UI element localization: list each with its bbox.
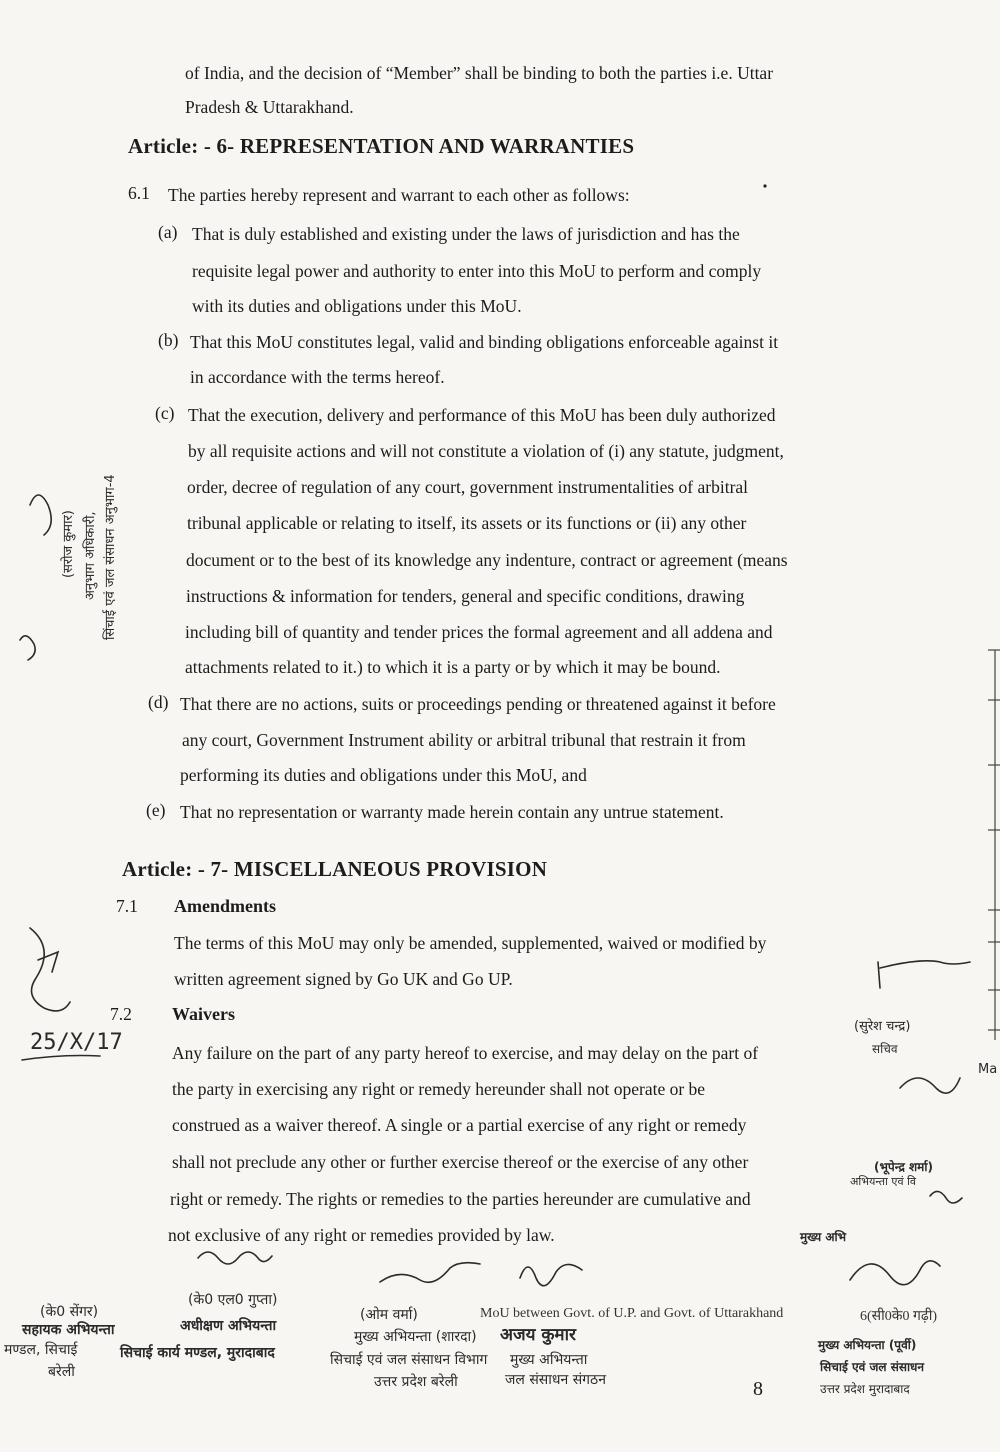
intro-line-2: Pradesh & Uttarakhand. — [185, 97, 354, 117]
left-stamp-line-3: सिंचाई एवं जल संसाधन अनुभाग-4 — [103, 474, 118, 640]
section-7-2-line: right or remedy. The rights or remedies to the parties hereunder are cumulative and — [170, 1189, 751, 1209]
stamp-3-name: (ओम वर्मा) — [360, 1307, 418, 1323]
clause-6-1-number: 6.1 — [128, 183, 150, 203]
stamp-7-title: अभियन्ता एवं वि — [850, 1175, 917, 1188]
item-e-text: That no representation or warranty made herein contain any untrue statement. — [180, 802, 724, 822]
stamp-5-place: उत्तर प्रदेश मुरादाबाद — [820, 1382, 910, 1396]
article-7-heading: Article: - 7- MISCELLANEOUS PROVISION — [122, 857, 548, 881]
item-c-line: tribunal applicable or relating to itself, its assets or its functions or (ii) any other — [187, 513, 747, 533]
section-7-1-line: The terms of this MoU may only be amended, supplemented, waived or modified by — [174, 933, 767, 953]
stamp-5-dept: सिचाई एवं जल संसाधन — [820, 1360, 925, 1374]
stamp-2-name: (के0 एल0 गुप्ता) — [188, 1292, 278, 1308]
item-a-line: with its duties and obligations under this MoU. — [192, 296, 522, 316]
stamp-1-name: (के0 सेंगर) — [40, 1304, 99, 1320]
stamp-1-place: बरेली — [48, 1364, 75, 1380]
item-a-line: That is duly established and existing under the laws of jurisdiction and has the — [192, 224, 740, 244]
item-b-line: in accordance with the terms hereof. — [190, 367, 445, 387]
stamp-3-place: उत्तर प्रदेश बरेली — [374, 1374, 458, 1390]
margin-text: Ma — [978, 1062, 998, 1077]
section-7-1-title: Amendments — [174, 896, 276, 916]
item-d-label: (d) — [148, 692, 169, 712]
section-7-2-line: the party in exercising any right or remedy hereunder shall not operate or be — [172, 1079, 706, 1099]
stamp-4-dept: जल संसाधन संगठन — [505, 1372, 606, 1388]
clause-6-1-text: The parties hereby represent and warrant to each other as follows: — [168, 185, 630, 205]
item-d-line: performing its duties and obligations under this MoU, and — [180, 765, 587, 785]
stamp-7-name: (भूपेन्द्र शर्मा) — [874, 1160, 933, 1174]
handwritten-date: 25/X/17 — [30, 1030, 123, 1055]
section-7-2-line: not exclusive of any right or remedies provided by law. — [168, 1225, 555, 1245]
section-7-2-line: Any failure on the part of any party hereof to exercise, and may delay on the part of — [172, 1043, 759, 1063]
footer-mou-suffix: 6(सी0के0 गढ़ी) — [860, 1309, 938, 1324]
section-7-2-title: Waivers — [172, 1004, 235, 1024]
stamp-2-dept: सिचाई कार्य मण्डल, मुरादाबाद — [120, 1345, 275, 1361]
section-7-2-number: 7.2 — [110, 1004, 132, 1024]
stamp-3-title: मुख्य अभियन्ता (शारदा) — [354, 1329, 477, 1345]
footer-mou-text: MoU between Govt. of U.P. and Govt. of Uttarakhand — [480, 1306, 784, 1321]
section-7-2-line: construed as a waiver thereof. A single or a partial exercise of any right or remedy — [172, 1115, 747, 1135]
stamp-8-title: मुख्य अभि — [800, 1230, 847, 1244]
stamp-4-title: मुख्य अभियन्ता — [510, 1352, 588, 1368]
item-e-label: (e) — [146, 800, 166, 820]
item-c-line: order, decree of regulation of any court, government instrumentalities of arbitral — [187, 477, 749, 497]
stamp-2-title: अधीक्षण अभियन्ता — [180, 1318, 277, 1334]
stamp-3-dept: सिचाई एवं जल संसाधन विभाग — [330, 1352, 488, 1368]
stamp-1-dept: मण्डल, सिचाई — [4, 1342, 78, 1358]
item-c-label: (c) — [155, 403, 175, 423]
item-d-line: That there are no actions, suits or proceedings pending or threatened against it before — [180, 694, 776, 714]
item-c-line: That the execution, delivery and performance of this MoU has been duly authorized — [188, 405, 776, 425]
item-c-line: including bill of quantity and tender prices the formal agreement and all addena and — [185, 622, 773, 642]
section-7-1-line: written agreement signed by Go UK and Go UP. — [174, 969, 513, 989]
item-b-label: (b) — [158, 330, 179, 350]
stamp-6-title: सचिव — [872, 1042, 898, 1056]
stamp-6-name: (सुरेश चन्द्र) — [854, 1019, 911, 1034]
page-number: 8 — [753, 1378, 763, 1400]
item-c-line: document or to the best of its knowledge any indenture, contract or agreement (means — [186, 550, 788, 570]
left-stamp-line-2: अनुभाग अधिकारी, — [83, 511, 98, 600]
left-stamp-line-1: (सरोज कुमार) — [61, 510, 76, 578]
stamp-1-title: सहायक अभियन्ता — [22, 1322, 115, 1338]
item-b-line: That this MoU constitutes legal, valid and binding obligations enforceable against it — [190, 332, 779, 352]
stamp-5-title: मुख्य अभियन्ता (पूर्वी) — [818, 1338, 917, 1352]
item-c-line: instructions & information for tenders, general and specific conditions, drawing — [186, 586, 745, 606]
intro-line-1: of India, and the decision of “Member” shall be binding to both the parties i.e. Uttar — [185, 63, 774, 83]
item-c-line: by all requisite actions and will not constitute a violation of (i) any statute, judgment, — [188, 441, 784, 461]
item-c-line: attachments related to it.) to which it is a party or by which it may be bound. — [185, 657, 721, 677]
section-7-2-line: shall not preclude any other or further exercise thereof or the exercise of any other — [172, 1152, 749, 1172]
section-7-1-number: 7.1 — [116, 896, 138, 916]
item-a-line: requisite legal power and authority to enter into this MoU to perform and comply — [192, 261, 762, 281]
stamp-4-name: अजय कुमार — [500, 1325, 576, 1345]
item-d-line: any court, Government Instrument ability or arbitral tribunal that restrain it from — [182, 730, 746, 750]
article-6-heading: Article: - 6- REPRESENTATION AND WARRANTIES — [128, 134, 635, 158]
item-a-label: (a) — [158, 222, 178, 242]
